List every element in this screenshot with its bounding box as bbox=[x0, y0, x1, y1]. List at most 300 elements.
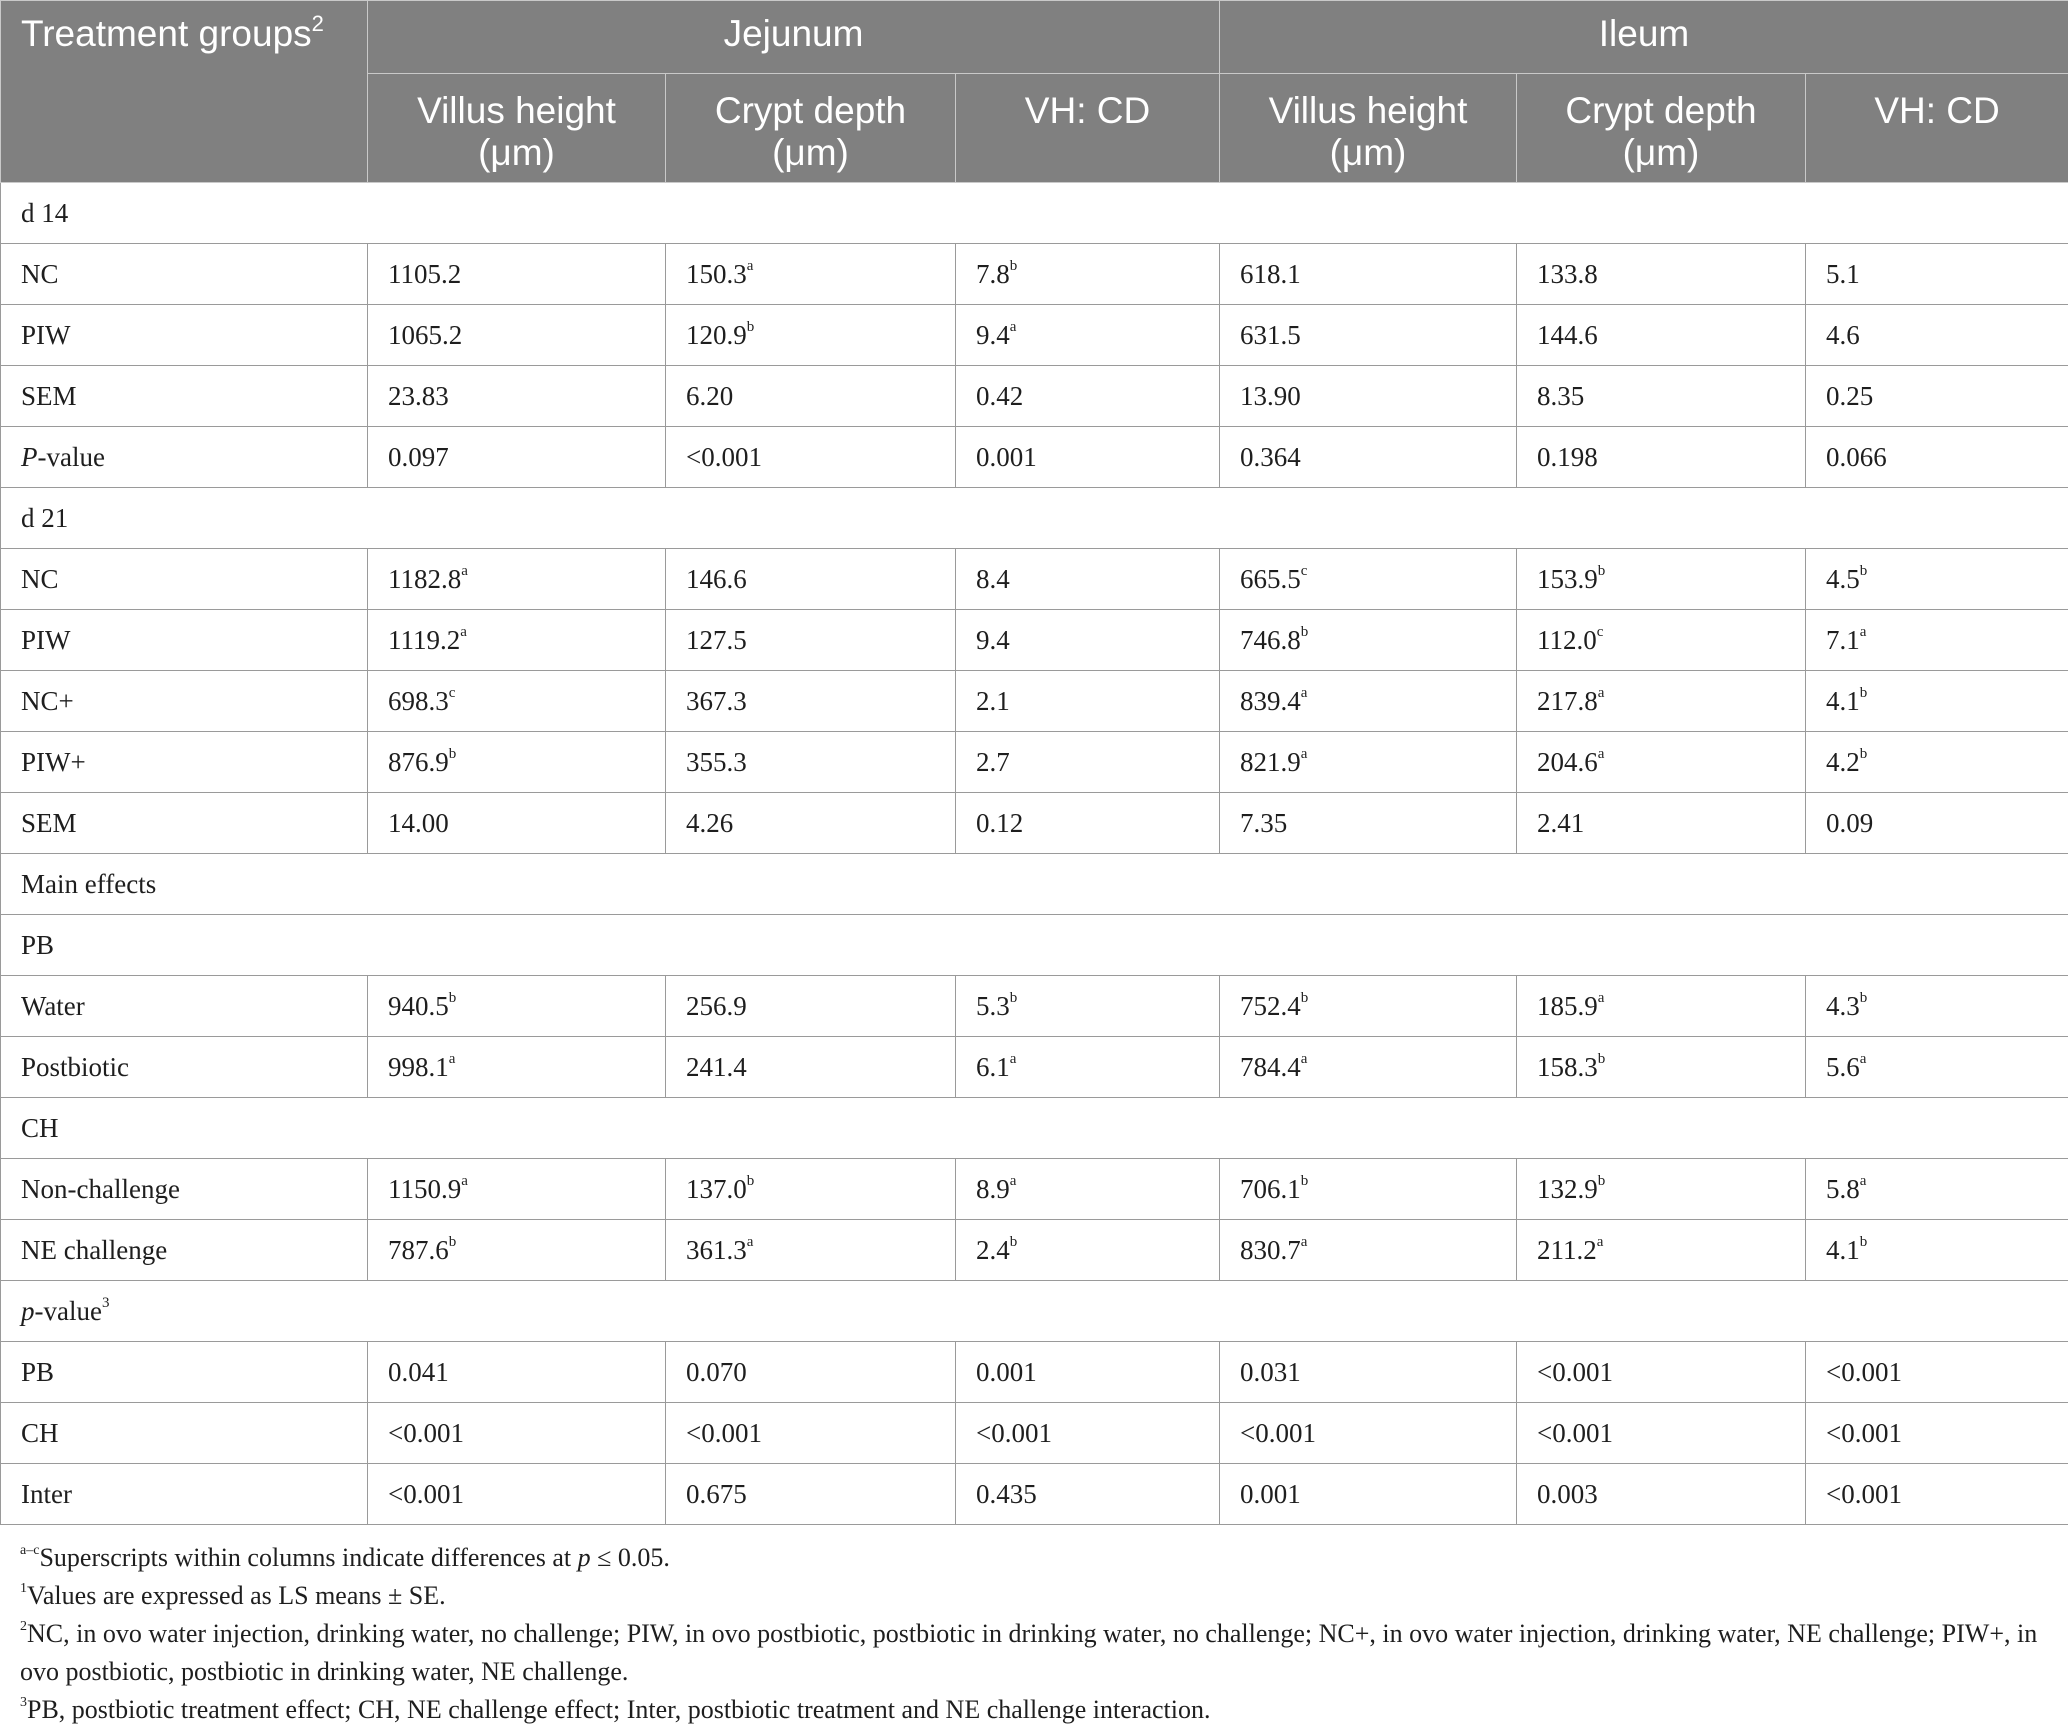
cell-value bbox=[368, 244, 666, 305]
value: 1105.2 bbox=[388, 258, 462, 289]
significance-letter: b bbox=[1859, 562, 1868, 579]
section-row bbox=[1, 183, 2068, 244]
cell-value bbox=[666, 549, 956, 610]
cell-value bbox=[1806, 1037, 2068, 1098]
value: 0.097 bbox=[388, 441, 449, 472]
value: 0.001 bbox=[976, 1356, 1037, 1387]
value: 787.6 bbox=[388, 1234, 449, 1265]
value: 4.5 bbox=[1826, 563, 1860, 594]
cell-value bbox=[1517, 610, 1806, 671]
significance-letter: a bbox=[1597, 989, 1605, 1006]
cell-value bbox=[1220, 244, 1517, 305]
cell-value bbox=[368, 1037, 666, 1098]
section-row bbox=[1, 1098, 2068, 1159]
value: 830.7 bbox=[1240, 1234, 1301, 1265]
significance-letter: c bbox=[448, 684, 456, 701]
significance-letter: b bbox=[1300, 989, 1309, 1006]
footnote bbox=[20, 1691, 2068, 1729]
cell-value bbox=[368, 1342, 666, 1403]
section-text: PB bbox=[21, 929, 55, 960]
cell-value bbox=[1220, 793, 1517, 854]
value: 7.1 bbox=[1826, 624, 1860, 655]
value: 665.5 bbox=[1240, 563, 1301, 594]
row-label-text: -value bbox=[37, 441, 105, 472]
significance-letter: a bbox=[461, 1172, 468, 1189]
value: 204.6 bbox=[1537, 746, 1598, 777]
footnote-italic: p bbox=[577, 1543, 591, 1572]
section-label bbox=[1, 183, 2068, 244]
section-sup: 3 bbox=[101, 1294, 110, 1311]
cell-value bbox=[1220, 549, 1517, 610]
cell-value bbox=[666, 976, 956, 1037]
section-row bbox=[1, 854, 2068, 915]
row-label-text: Water bbox=[21, 990, 85, 1021]
cell-value bbox=[1806, 427, 2068, 488]
cell-value bbox=[666, 305, 956, 366]
value: 0.041 bbox=[388, 1356, 449, 1387]
value: 1065.2 bbox=[388, 319, 463, 350]
cell-value bbox=[1220, 366, 1517, 427]
row-label bbox=[1, 1342, 368, 1403]
value: 940.5 bbox=[388, 990, 449, 1021]
row-label-text: Non-challenge bbox=[21, 1173, 180, 1204]
cell-value bbox=[1806, 671, 2068, 732]
cell-value bbox=[1220, 671, 1517, 732]
row-label bbox=[1, 976, 368, 1037]
table-row bbox=[1, 427, 2068, 488]
value: 0.066 bbox=[1826, 441, 1887, 472]
significance-letter: b bbox=[1859, 1233, 1868, 1250]
footnote-marker: 3 bbox=[20, 1695, 27, 1711]
significance-letter: b bbox=[448, 989, 457, 1006]
row-label-text: CH bbox=[21, 1417, 59, 1448]
significance-letter: b bbox=[746, 318, 755, 335]
value: 0.070 bbox=[686, 1356, 747, 1387]
significance-letter: b bbox=[1009, 257, 1018, 274]
ileum-header: Ileum bbox=[1220, 1, 2068, 74]
significance-letter: a bbox=[1009, 318, 1017, 335]
value: 8.4 bbox=[976, 563, 1010, 594]
value: 153.9 bbox=[1537, 563, 1598, 594]
footnote-text: NC, in ovo water injection, drinking water, no challenge; PIW, in ovo postbiotic, postbiotic in drinking water, no challenge; NC+, in ovo water injection, drinking water, NE challenge; PIW+, in ovo postbiotic, postbiotic in drinking water, NE challenge. bbox=[20, 1619, 2038, 1686]
cell-value bbox=[1220, 1342, 1517, 1403]
cell-value bbox=[1806, 1220, 2068, 1281]
cell-value bbox=[956, 1037, 1220, 1098]
cell-value bbox=[956, 1342, 1220, 1403]
cell-value bbox=[1517, 1220, 1806, 1281]
row-label bbox=[1, 366, 368, 427]
footnote bbox=[20, 1615, 2068, 1691]
cell-value bbox=[1220, 610, 1517, 671]
cell-value bbox=[368, 1464, 666, 1525]
significance-letter: b bbox=[1859, 745, 1868, 762]
cell-value bbox=[666, 1342, 956, 1403]
row-label-text: NE challenge bbox=[21, 1234, 168, 1265]
cell-value bbox=[1220, 1159, 1517, 1220]
cell-value bbox=[368, 1159, 666, 1220]
significance-letter: c bbox=[1300, 562, 1308, 579]
cell-value bbox=[666, 1159, 956, 1220]
cell-value bbox=[1220, 732, 1517, 793]
cell-value bbox=[666, 427, 956, 488]
cell-value bbox=[1806, 244, 2068, 305]
value: 998.1 bbox=[388, 1051, 449, 1082]
cell-value bbox=[368, 427, 666, 488]
value: 0.031 bbox=[1240, 1356, 1301, 1387]
significance-letter: a bbox=[1009, 1172, 1017, 1189]
significance-letter: b bbox=[1597, 562, 1606, 579]
section-label bbox=[1, 1098, 2068, 1159]
column-header: Crypt depth (μm) bbox=[666, 74, 956, 183]
cell-value bbox=[1517, 1037, 1806, 1098]
column-header: Villus height (μm) bbox=[368, 74, 666, 183]
table-row bbox=[1, 610, 2068, 671]
value: 150.3 bbox=[686, 258, 747, 289]
row-label bbox=[1, 305, 368, 366]
significance-letter: a bbox=[746, 257, 754, 274]
cell-value bbox=[666, 1037, 956, 1098]
section-text: d 14 bbox=[21, 197, 69, 228]
table-row bbox=[1, 732, 2068, 793]
value: 355.3 bbox=[686, 746, 747, 777]
cell-value bbox=[956, 1159, 1220, 1220]
cell-value bbox=[666, 1464, 956, 1525]
value: 5.8 bbox=[1826, 1173, 1860, 1204]
cell-value bbox=[1517, 1342, 1806, 1403]
footnote-text: Superscripts within columns indicate differences at bbox=[39, 1543, 578, 1572]
section-label bbox=[1, 915, 2068, 976]
row-label-text: Inter bbox=[21, 1478, 72, 1509]
cell-value bbox=[666, 671, 956, 732]
section-text: d 21 bbox=[21, 502, 69, 533]
cell-value bbox=[1220, 1464, 1517, 1525]
table-row bbox=[1, 1159, 2068, 1220]
value: 0.12 bbox=[976, 807, 1024, 838]
value: 241.4 bbox=[686, 1051, 747, 1082]
cell-value bbox=[956, 305, 1220, 366]
value: 211.2 bbox=[1537, 1234, 1597, 1265]
value: 752.4 bbox=[1240, 990, 1301, 1021]
value: 4.2 bbox=[1826, 746, 1860, 777]
value: 112.0 bbox=[1537, 624, 1597, 655]
cell-value bbox=[1806, 549, 2068, 610]
value: 1150.9 bbox=[388, 1173, 462, 1204]
value: <0.001 bbox=[1826, 1478, 1902, 1509]
section-row bbox=[1, 915, 2068, 976]
cell-value bbox=[956, 732, 1220, 793]
cell-value bbox=[1220, 427, 1517, 488]
value: 185.9 bbox=[1537, 990, 1598, 1021]
value: 14.00 bbox=[388, 807, 449, 838]
cell-value bbox=[368, 1220, 666, 1281]
value: 132.9 bbox=[1537, 1173, 1598, 1204]
cell-value bbox=[666, 1220, 956, 1281]
significance-letter: a bbox=[1859, 1172, 1867, 1189]
value: <0.001 bbox=[686, 1417, 762, 1448]
row-label bbox=[1, 1464, 368, 1525]
section-text: Main effects bbox=[21, 868, 157, 899]
cell-value bbox=[1806, 793, 2068, 854]
cell-value bbox=[1220, 305, 1517, 366]
table-row bbox=[1, 1342, 2068, 1403]
value: 2.7 bbox=[976, 746, 1010, 777]
row-label bbox=[1, 427, 368, 488]
row-label bbox=[1, 1220, 368, 1281]
significance-letter: b bbox=[1009, 989, 1018, 1006]
value: 361.3 bbox=[686, 1234, 747, 1265]
cell-value bbox=[956, 1403, 1220, 1464]
footnote-text: Values are expressed as LS means ± SE. bbox=[27, 1581, 446, 1610]
value: 0.001 bbox=[1240, 1478, 1301, 1509]
value: 23.83 bbox=[388, 380, 449, 411]
value: 876.9 bbox=[388, 746, 449, 777]
significance-letter: a bbox=[1300, 684, 1308, 701]
significance-letter: a bbox=[460, 623, 467, 640]
value: <0.001 bbox=[1826, 1417, 1902, 1448]
row-label-italic: P bbox=[21, 441, 38, 472]
cell-value bbox=[1517, 732, 1806, 793]
value: 0.09 bbox=[1826, 807, 1874, 838]
cell-value bbox=[666, 1403, 956, 1464]
significance-letter: a bbox=[1597, 745, 1605, 762]
cell-value bbox=[1806, 366, 2068, 427]
significance-letter: b bbox=[1300, 1172, 1309, 1189]
row-label-text: NC bbox=[21, 258, 59, 289]
value: <0.001 bbox=[1826, 1356, 1902, 1387]
significance-letter: a bbox=[1009, 1050, 1017, 1067]
value: 821.9 bbox=[1240, 746, 1301, 777]
cell-value bbox=[666, 793, 956, 854]
value: 6.20 bbox=[686, 380, 734, 411]
cell-value bbox=[368, 610, 666, 671]
cell-value bbox=[368, 305, 666, 366]
cell-value bbox=[368, 793, 666, 854]
value: 784.4 bbox=[1240, 1051, 1301, 1082]
value: 9.4 bbox=[976, 624, 1010, 655]
value: 0.198 bbox=[1537, 441, 1598, 472]
value: 120.9 bbox=[686, 319, 747, 350]
value: 2.41 bbox=[1537, 807, 1585, 838]
table-row bbox=[1, 976, 2068, 1037]
footnote-text: PB, postbiotic treatment effect; CH, NE challenge effect; Inter, postbiotic treatment and NE challenge interaction. bbox=[27, 1695, 1211, 1724]
row-label-text: PIW+ bbox=[21, 746, 86, 777]
value: 698.3 bbox=[388, 685, 449, 716]
cell-value bbox=[666, 366, 956, 427]
cell-value bbox=[1517, 793, 1806, 854]
cell-value bbox=[956, 1464, 1220, 1525]
row-label bbox=[1, 671, 368, 732]
row-label bbox=[1, 244, 368, 305]
value: 2.1 bbox=[976, 685, 1010, 716]
footnote-marker: 1 bbox=[20, 1581, 27, 1597]
row-label-text: NC bbox=[21, 563, 59, 594]
significance-letter: a bbox=[746, 1233, 754, 1250]
table-row bbox=[1, 671, 2068, 732]
table-row bbox=[1, 366, 2068, 427]
value: 5.3 bbox=[976, 990, 1010, 1021]
value: <0.001 bbox=[686, 441, 762, 472]
value: 146.6 bbox=[686, 563, 747, 594]
significance-letter: b bbox=[746, 1172, 755, 1189]
value: 9.4 bbox=[976, 319, 1010, 350]
cell-value bbox=[956, 1220, 1220, 1281]
value: 0.003 bbox=[1537, 1478, 1598, 1509]
value: 7.35 bbox=[1240, 807, 1288, 838]
value: 7.8 bbox=[976, 258, 1010, 289]
section-text: CH bbox=[21, 1112, 59, 1143]
table-row bbox=[1, 1403, 2068, 1464]
value: 618.1 bbox=[1240, 258, 1301, 289]
significance-letter: a bbox=[461, 562, 468, 579]
value: 0.001 bbox=[976, 441, 1037, 472]
value: 0.675 bbox=[686, 1478, 747, 1509]
column-header: VH: CD bbox=[1806, 74, 2068, 183]
value: 1119.2 bbox=[388, 624, 461, 655]
row-label bbox=[1, 732, 368, 793]
cell-value bbox=[666, 732, 956, 793]
value: 4.1 bbox=[1826, 1234, 1860, 1265]
value: 133.8 bbox=[1537, 258, 1598, 289]
value: <0.001 bbox=[388, 1417, 464, 1448]
value: 746.8 bbox=[1240, 624, 1301, 655]
cell-value bbox=[956, 793, 1220, 854]
value: 4.26 bbox=[686, 807, 734, 838]
cell-value bbox=[1806, 1342, 2068, 1403]
value: <0.001 bbox=[976, 1417, 1052, 1448]
significance-letter: a bbox=[448, 1050, 456, 1067]
table-row bbox=[1, 305, 2068, 366]
significance-letter: a bbox=[1300, 745, 1308, 762]
significance-letter: b bbox=[1859, 684, 1868, 701]
cell-value bbox=[368, 366, 666, 427]
significance-letter: b bbox=[1300, 623, 1309, 640]
table-body bbox=[1, 183, 2068, 1525]
value: 4.6 bbox=[1826, 319, 1860, 350]
value: 137.0 bbox=[686, 1173, 747, 1204]
cell-value bbox=[956, 366, 1220, 427]
cell-value bbox=[956, 244, 1220, 305]
cell-value bbox=[368, 732, 666, 793]
cell-value bbox=[1806, 976, 2068, 1037]
significance-letter: a bbox=[1300, 1050, 1308, 1067]
table-row bbox=[1, 244, 2068, 305]
treatment-groups-header: Treatment groups$^2$ bbox=[1, 1, 368, 183]
footnotes bbox=[0, 1525, 2068, 1729]
cell-value bbox=[1517, 1464, 1806, 1525]
table-row bbox=[1, 549, 2068, 610]
significance-letter: b bbox=[1859, 989, 1868, 1006]
value: 256.9 bbox=[686, 990, 747, 1021]
footnote-marker: 2 bbox=[20, 1619, 27, 1635]
significance-letter: b bbox=[448, 745, 457, 762]
value: 8.9 bbox=[976, 1173, 1010, 1204]
row-label-text: SEM bbox=[21, 380, 77, 411]
cell-value bbox=[1806, 1464, 2068, 1525]
table-row bbox=[1, 1037, 2068, 1098]
significance-letter: c bbox=[1596, 623, 1604, 640]
row-label bbox=[1, 1037, 368, 1098]
value: 0.364 bbox=[1240, 441, 1301, 472]
value: 706.1 bbox=[1240, 1173, 1301, 1204]
cell-value bbox=[1806, 1403, 2068, 1464]
row-label-text: SEM bbox=[21, 807, 77, 838]
cell-value bbox=[1517, 427, 1806, 488]
cell-value bbox=[1517, 366, 1806, 427]
cell-value bbox=[666, 610, 956, 671]
cell-value bbox=[368, 976, 666, 1037]
table-row bbox=[1, 1464, 2068, 1525]
row-label-text: NC+ bbox=[21, 685, 74, 716]
value: 5.1 bbox=[1826, 258, 1860, 289]
column-header: Villus height (μm) bbox=[1220, 74, 1517, 183]
significance-letter: a bbox=[1859, 623, 1867, 640]
significance-letter: b bbox=[448, 1233, 457, 1250]
value: 1182.8 bbox=[388, 563, 462, 594]
cell-value bbox=[1517, 549, 1806, 610]
row-label bbox=[1, 610, 368, 671]
cell-value bbox=[956, 671, 1220, 732]
jejunum-header: Jejunum bbox=[368, 1, 1220, 74]
row-label bbox=[1, 793, 368, 854]
value: 839.4 bbox=[1240, 685, 1301, 716]
cell-value bbox=[666, 244, 956, 305]
footnote bbox=[20, 1539, 2068, 1577]
cell-value bbox=[1220, 1037, 1517, 1098]
table-row bbox=[1, 793, 2068, 854]
cell-value bbox=[1220, 1403, 1517, 1464]
value: 2.4 bbox=[976, 1234, 1010, 1265]
section-label bbox=[1, 488, 2068, 549]
row-label-text: PIW bbox=[21, 624, 71, 655]
footnote bbox=[20, 1577, 2068, 1615]
cell-value bbox=[1806, 610, 2068, 671]
section-label bbox=[1, 854, 2068, 915]
footnote-marker: a–c bbox=[20, 1543, 40, 1559]
row-label bbox=[1, 1403, 368, 1464]
significance-letter: b bbox=[1009, 1233, 1018, 1250]
value: 217.8 bbox=[1537, 685, 1598, 716]
value: 631.5 bbox=[1240, 319, 1301, 350]
value: 6.1 bbox=[976, 1051, 1010, 1082]
cell-value bbox=[368, 671, 666, 732]
value: <0.001 bbox=[1537, 1417, 1613, 1448]
section-text: -value bbox=[34, 1295, 102, 1326]
value: 4.3 bbox=[1826, 990, 1860, 1021]
value: 13.90 bbox=[1240, 380, 1301, 411]
cell-value bbox=[1806, 732, 2068, 793]
footnote-after: ≤ 0.05. bbox=[590, 1543, 670, 1572]
value: 127.5 bbox=[686, 624, 747, 655]
significance-letter: a bbox=[1596, 1233, 1604, 1250]
value: 8.35 bbox=[1537, 380, 1585, 411]
value: 158.3 bbox=[1537, 1051, 1598, 1082]
cell-value bbox=[368, 549, 666, 610]
value: <0.001 bbox=[1537, 1356, 1613, 1387]
significance-letter: b bbox=[1597, 1050, 1606, 1067]
significance-letter: b bbox=[1597, 1172, 1606, 1189]
value: 367.3 bbox=[686, 685, 747, 716]
row-label-text: PIW bbox=[21, 319, 71, 350]
cell-value bbox=[368, 1403, 666, 1464]
cell-value bbox=[1517, 1403, 1806, 1464]
cell-value bbox=[1220, 1220, 1517, 1281]
cell-value bbox=[1517, 244, 1806, 305]
value: <0.001 bbox=[1240, 1417, 1316, 1448]
column-header: VH: CD bbox=[956, 74, 1220, 183]
significance-letter: a bbox=[1859, 1050, 1867, 1067]
row-label-text: Postbiotic bbox=[21, 1051, 130, 1082]
cell-value bbox=[956, 610, 1220, 671]
